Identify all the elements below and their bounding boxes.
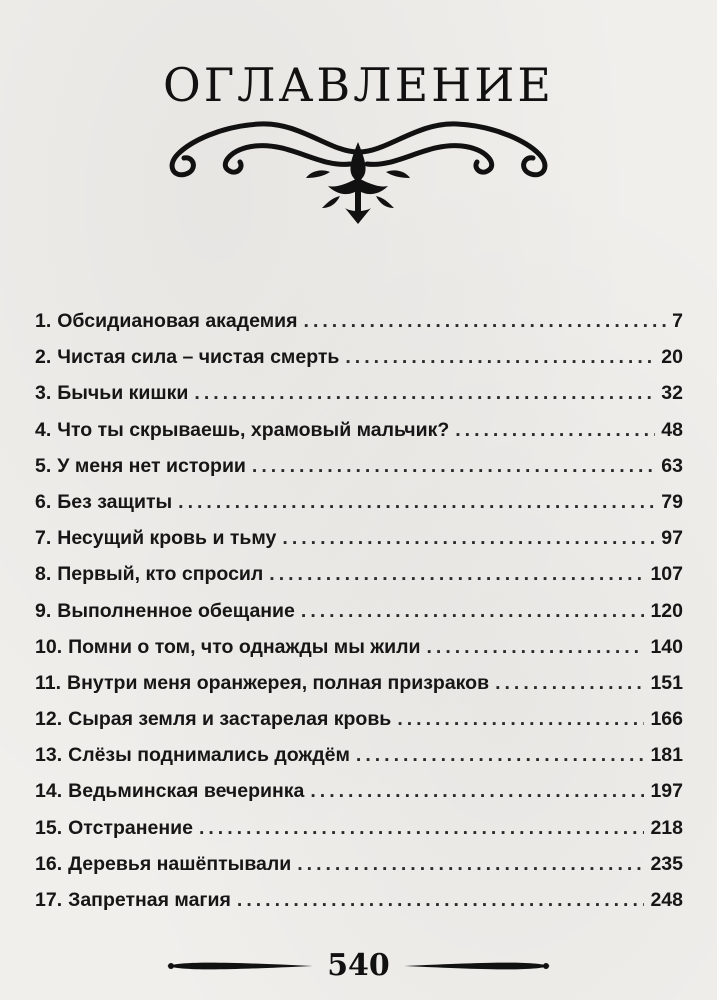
toc-entry-page: 248 [650, 889, 683, 911]
toc-entry [35, 527, 683, 563]
toc-dot-leader [252, 455, 655, 478]
toc-entry-title: Внутри меня оранжерея, полная призраков [67, 671, 490, 694]
toc-entry-number: 14. [35, 780, 63, 803]
toc-entry-title: У меня нет истории [57, 454, 246, 477]
toc-dot-leader [356, 744, 645, 767]
page-footer [0, 940, 717, 990]
toc-entry-number: 2. [35, 346, 52, 369]
toc-entry [35, 744, 683, 780]
toc-entry-number: 8. [35, 563, 52, 586]
toc-entry-title: Обсидиановая академия [57, 310, 298, 332]
toc-entry-page: 20 [661, 346, 683, 369]
toc-entry-page: 107 [650, 563, 683, 586]
toc-entry-title: Что ты скрываешь, храмовый мальчик? [57, 418, 450, 441]
toc-entry [35, 780, 683, 816]
toc-entry-title: Без защиты [57, 490, 173, 513]
toc-entry [35, 889, 683, 925]
toc-dot-leader [426, 636, 644, 659]
toc-entry-number: 12. [35, 708, 63, 731]
toc-dot-leader [194, 382, 655, 405]
toc-entry-title: Бычьи кишки [57, 382, 189, 405]
toc-entry-page: 120 [650, 599, 683, 622]
toc-entry [35, 636, 683, 672]
toc-entry-page: 32 [661, 382, 683, 405]
toc-entry-page: 151 [650, 671, 683, 694]
toc-dot-leader [301, 600, 645, 623]
toc-entry-page: 63 [661, 454, 683, 477]
toc-dot-leader [282, 527, 655, 550]
toc-entry [35, 672, 683, 708]
toc-entry-title: Первый, кто спросил [57, 563, 264, 586]
toc-entry [35, 346, 683, 382]
toc-entry-number: 4. [35, 418, 52, 441]
toc-entry [35, 817, 683, 853]
toc-entry [35, 853, 683, 889]
toc-entry-title: Чистая сила – чистая смерть [57, 346, 340, 369]
toc-entry-page: 235 [650, 852, 683, 875]
toc-dot-leader [199, 817, 644, 840]
toc-entry-number: 16. [35, 852, 63, 875]
toc-entry-page: 97 [661, 527, 683, 550]
page-number: 540 [327, 948, 390, 983]
toc-entry-number: 15. [35, 816, 63, 839]
toc-entry-page: 218 [650, 816, 683, 839]
toc-entry-page: 48 [661, 418, 683, 441]
toc-dot-leader [397, 708, 644, 731]
decorative-flourish-icon [150, 112, 567, 232]
toc-entry-page: 197 [650, 780, 683, 803]
toc-entry-number: 10. [35, 635, 63, 658]
toc-entry-page: 79 [661, 490, 683, 513]
table-of-contents [35, 310, 683, 925]
toc-entry-title: Слёзы поднимались дождём [68, 744, 350, 767]
toc-entry-title: Несущий кровь и тьму [57, 527, 277, 550]
toc-entry-title: Выполненное обещание [57, 599, 295, 622]
toc-entry-title: Запретная магия [68, 889, 231, 911]
toc-entry-number: 3. [35, 382, 52, 405]
toc-entry [35, 491, 683, 527]
toc-entry-number: 13. [35, 744, 63, 767]
toc-dot-leader [310, 780, 644, 803]
toc-entry-title: Ведьминская вечеринка [68, 780, 305, 803]
toc-entry-page: 181 [650, 744, 683, 767]
toc-entry [35, 382, 683, 418]
toc-entry-title: Деревья нашёптывали [68, 852, 292, 875]
toc-entry-number: 9. [35, 599, 52, 622]
toc-entry-number: 11. [35, 671, 62, 694]
toc-entry [35, 708, 683, 744]
toc-dot-leader [237, 889, 645, 912]
page-title: ОГЛАВЛЕНИЕ [163, 58, 554, 112]
toc-entry-number: 1. [35, 310, 52, 332]
toc-entry [35, 310, 683, 346]
toc-entry-number: 17. [35, 889, 63, 911]
toc-dot-leader [304, 310, 667, 333]
toc-entry-page: 166 [650, 708, 683, 731]
toc-entry-number: 5. [35, 454, 52, 477]
toc-entry-title: Сырая земля и застарелая кровь [68, 708, 392, 731]
toc-entry-number: 7. [35, 527, 52, 550]
toc-dot-leader [495, 672, 644, 695]
toc-entry-number: 6. [35, 490, 52, 513]
toc-entry [35, 419, 683, 455]
toc-dot-leader [269, 563, 644, 586]
toc-entry [35, 600, 683, 636]
toc-entry-page: 140 [650, 635, 683, 658]
toc-entry-page: 7 [672, 310, 683, 332]
footer-right-rule-icon [402, 960, 552, 972]
toc-entry-title: Отстранение [68, 816, 193, 839]
toc-entry [35, 563, 683, 599]
toc-dot-leader [455, 419, 655, 442]
toc-dot-leader [345, 346, 655, 369]
toc-dot-leader [297, 853, 644, 876]
toc-entry-title: Помни о том, что однажды мы жили [68, 635, 421, 658]
toc-dot-leader [178, 491, 655, 514]
toc-entry [35, 455, 683, 491]
